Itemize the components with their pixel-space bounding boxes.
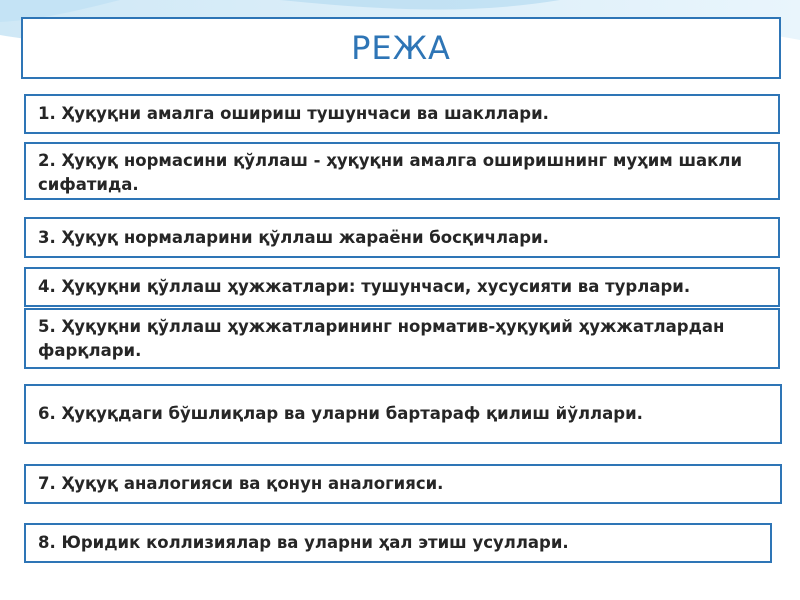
list-item-label: 2. Ҳуқуқ нормасини қўллаш - ҳуқуқни амалга оширишнинг муҳим шакли сифатида. (38, 151, 743, 194)
list-item-label: 4. Ҳуқуқни қўллаш ҳужжатлари: тушунчаси, хусусияти ва турлари. (38, 277, 691, 296)
list-item-label: 6. Ҳуқуқдаги бўшлиқлар ва уларни бартараф қилиш йўллари. (38, 404, 643, 423)
list-item-label: 1. Ҳуқуқни амалга ошириш тушунчаси ва шакллари. (38, 104, 549, 123)
list-item-1 (24, 94, 780, 134)
list-item-8 (24, 523, 772, 563)
list-item-7 (24, 464, 782, 504)
list-item-label: 8. Юридик коллизиялар ва уларни ҳал этиш усуллари. (38, 533, 569, 552)
list-item-6 (24, 384, 782, 444)
title-box (21, 17, 781, 79)
list-item-3 (24, 217, 780, 258)
list-item-5 (24, 308, 780, 369)
list-item-label: 5. Ҳуқуқни қўллаш ҳужжатларининг норматив-ҳуқуқий ҳужжатлардан фарқлари. (38, 317, 725, 360)
page-title: РЕЖА (351, 29, 451, 67)
list-item-4 (24, 267, 780, 307)
list-item-2 (24, 142, 780, 200)
list-item-label: 7. Ҳуқуқ аналогияси ва қонун аналогияси. (38, 474, 444, 493)
list-item-label: 3. Ҳуқуқ нормаларини қўллаш жараёни босқичлари. (38, 227, 549, 247)
